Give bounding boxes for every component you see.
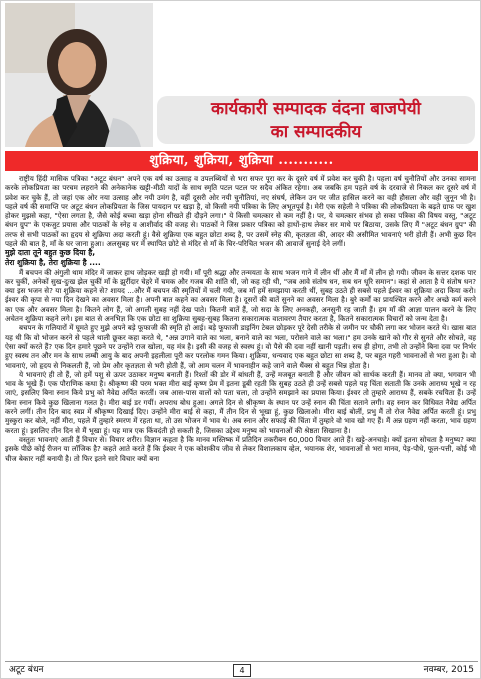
banner-line-editor-name: कार्यकारी सम्पादक वंदना बाजपेयी (211, 99, 421, 119)
paragraph: मैं बचपन की अंगुली थाम मंदिर में जाकर हाथ जोड़कर खड़ी हो गयी। माँ पूरी श्रद्धा और तन्मयता के साथ भजन गाने में लीन थीं और मैं माँ में लीन हो गयी। जीवन के सत्तर दशक पार कर चुकीं, अनेकों सुख-दुःख झेल चुकीं माँ के झुर्रीदार चेहरे में चमक और गजब की शांति थी, जो कह रही थी, "जब आवे संतोष धन, सब धन धूरि समान"। कहां से आता है ये संतोष धन? क्या इस भजन से? या शुक्रिया कहने से? शायद ...और मैं बचपन की स्मृतियों में चली गयी, जब माँ हमें समझाया करती थीं, सुबह उठते ही सबसे पहले ईश्वर का शुक्रिया अदा किया करो। ईश्वर की कृपा से नया दिन देखने का अवसर मिला है। अपनी बात कहने का अवसर मिला है। दूसरों की बातें सुनने का अवसर मिला है। बुरे कर्मों का प्रायश्चित करने और अच्छे कर्म करने का एक और अवसर मिला है। कितने लोग हैं, जो अगली सुबह नहीं देख पाते। कितनी बातें हैं, जो सदा के लिए अनकही, अनसुनी रह जाती हैं। हम माँ की आज्ञा पालन करने के लिए अचेतन शुक्रिया कहने लगे। इस बात से अनभिज्ञ कि एक छोटा सा शुक्रिया सुबह-सुबह कितना सकारात्मक वातावरण तैयार करता है, कितने सकारात्मक विचारों को जन्म देता है। (5, 267, 476, 324)
editorial-banner (157, 96, 475, 144)
paragraph: बचपन के गलियारों में घूमते हुए मुझे अपने बड़े फूफाजी की स्मृति हो आई। बड़े फूफाजी डाइनिंग टेबल छोड़कर पूरे देसी तरीके से जमीन पर चौकी लगा कर भोजन करते थे। खास बात यह थी कि वो भोजन करने से पहले थाली छूकर कहा करते थे, "अन्न उगाने वाले का भला, बनाने वाले का भला, परोसने वाले का भला।" हम उनके खाने को गौर से सुनते और सोचते, वह ऐसा क्यों करते हैं? एक दिन हमारे पूछने पर उन्होंने राज खोला, यह मंत्र है। इसी की वजह से स्वस्थ हूं। वो पैसे की दवा नहीं खानी पड़ती। सच ही होगा, तभी तो उन्होंने बिना दवा पर निर्भर हुए स्वस्थ तन और मन के साथ लम्बी आयु के बाद अपनी इहलीला पूरी कर परलोक गमन किया। शुक्रिया, धन्यवाद एक बहुत छोटा सा शब्द है, पर बहुत गहरी भावनाओं से भरा हुआ है। वो भावनाएं, जो हृदय से निकलती हैं, जो प्रेम और कृतज्ञता से भरी होती हैं, जो आम चलन में भावनाहीन कहे जाने वाले थैंक्स से बहुत भिन्न होता है। (5, 323, 476, 370)
article-title: शुक्रिया, शुक्रिया, शुक्रिया ........... (5, 151, 478, 171)
magazine-name: अटूट बंधन (9, 665, 44, 675)
editor-photo (5, 3, 153, 147)
editorial-header (1, 1, 481, 149)
bhajan-line: मुझे दाता तूने बहुत कुछ दिया है, (5, 248, 96, 258)
issue-date: नवम्बर, 2015 (423, 665, 474, 675)
page-footer (5, 661, 478, 678)
bhajan-line: तेरा शुक्रिया है, तेरा शुक्रिया है .... (5, 257, 101, 267)
banner-line-editorial: का सम्पादकीय (270, 122, 362, 142)
page-number: 4 (233, 664, 251, 677)
paragraph: ये भावनाएं ही तो हैं, जो हमें पशु से ऊपर उठाकर मनुष्य बनाती हैं। रिश्तों की डोर में बांधती हैं, उन्हें मजबूत बनाती हैं और जीवन को सार्थक करती हैं। मानव तो क्या, भगवान भी भाव के भूखे हैं। एक पौराणिक कथा है। श्रीकृष्ण की परम भक्त मीरा बाई कृष्ण प्रेम में इतना डूबी रहती कि सुबह उठते ही उन्हें सबसे पहले यह चिंता सताती कि उनके आराध्य भूखे न रह जाएं, इसलिए बिना स्नान किये प्रभु को नैवेद्य अर्पित करतीं। जब आस-पास वालों को पता चला, तो उन्होंने समझाने का प्रयास किया। ईश्वर तो तुम्हारे आराध्य हैं, सबके रचयिता हैं। उन्हें बिना स्नान किये कुछ खिलाना गलत है। मीरा बाई डर गयीं। अपराध बोध हुआ। अगले दिन से श्रीकृष्ण के स्थान पर उन्हें स्नान की चिंता सताने लगी। वह स्नान कर विधिवत नैवेद्य अर्पित करने लगीं। तीन दिन बाद स्वप्न में श्रीकृष्ण दिखाई दिए। उन्होंने मीरा बाई से कहा, मैं तीन दिन से भूखा हूं, कुछ खिलाओ। मीरा बाई बोलीं, प्रभु मैं तो रोज नैवेद्य अर्पित करती हूं। प्रभु मुस्कुरा कर बोले, नहीं मीरा, पहले मैं तुम्हारे स्मरण में रहता था, तो उस भोजन में भाव थे। अब स्नान और सफाई की चिंता में तुम्हारे वो भाव खो गए हैं। मैं अन्न ग्रहण नहीं करता, भाव ग्रहण करता हूं। इसलिए तीन दिन से मैं भूखा हूं। यह मात्र एक किंवदंती हो सकती है, जिसका उद्देश्य मनुष्य को भावनाओं की श्रेष्ठता सिखाना है। (5, 369, 476, 435)
paragraph: राष्ट्रीय हिंदी मासिक पत्रिका "अटूट बंधन" अपने एक वर्ष का उत्साह व उपलब्धियों से भरा सफर पूरा कर के दूसरे वर्ष में प्रवेश कर चुकी है। पहला वर्ष चुनौतियों और उनका सामना करके लोकप्रियता का परचम लहराने की अनेकानेक खट्टी-मीठी यादों के साथ स्मृति पटल पटल पर सदैव अंकित रहेगा। अब जबकि हम पहले वर्ष के दरवाजे से निकल कर दूसरे वर्ष में प्रवेश कर चुके हैं, तो जहां एक ओर नया उत्साह और नयी उमंग है, वहीं दूसरी ओर नयी चुनौतियां, नए संघर्ष, लेकिन उन पर जीत हासिल करने का वही हौसला और वही जुनून भी है। पहले वर्ष की समाप्ति पर अटूट बंधन लोकप्रियता के जिस पायदान पर खड़ा है, वो किसी नयी पत्रिका के लिए अभूतपूर्व है। मेरी एक सहेली ने पत्रिका की लोकप्रियता के बढ़ते ग्राफ पर खुश होकर मुझसे कहा, "ऐसा लगता है, जैसे कोई बच्चा खड़ा होना सीखते ही दौड़ने लगा।" ये किसी चमत्कार से कम नहीं है। पर, ये चमत्कार संभव हो सका पत्रिका की विषय वस्तु, "अटूट बंधन ग्रुप" के एकजुट प्रयास और पाठकों के स्नेह व आशीर्वाद की वजह से। पाठकों ने जिस प्रकार पत्रिका को हाथों-हाथ लेकर सर माथे पर बिठाया, उसके लिए मैं "अटूट बंधन ग्रुप" की तरफ से सभी पाठकों का हृदय से शुक्रिया अदा करती हूं। वैसे शुक्रिया एक बहुत छोटा शब्द है, पर उसमें स्नेह की, कृतज्ञता की, आदर की असीमित भावनाएं भरी होती हैं। अभी कुछ दिन पहले की बात है, माँ के घर जाना हुआ। अलसुबह घर में स्थापित छोटे से मंदिर से माँ के चिर-परिचित भजन की आवाजें सुनाई देने लगीं। (5, 174, 476, 249)
paragraph: वस्तुतः भावनाएं आती हैं विचार से। विचार शरीर। विज्ञान कहता है कि मानव मस्तिष्क में प्रतिदिन तकरीबन 60,000 विचार आते हैं। खट्टे-अनचाहे। क्यों इतना सोचता है मनुष्य? क्या इसके पीछे कोई रीजन या लॉजिक है? कहते आते करते हैं कि ईश्वर ने एक कोशकीय जीव से लेकर विशालकाय व्हेल, भयानक शेर, भावनाओं से भरा मानव, पेड़-पौधे, फूल-पत्ती, कोई भी चीज बेकार नहीं बनायी है। तो फिर इतने सारे विचार क्यों बना (5, 434, 476, 463)
editor-portrait-image (5, 3, 153, 147)
article-body (5, 174, 476, 463)
